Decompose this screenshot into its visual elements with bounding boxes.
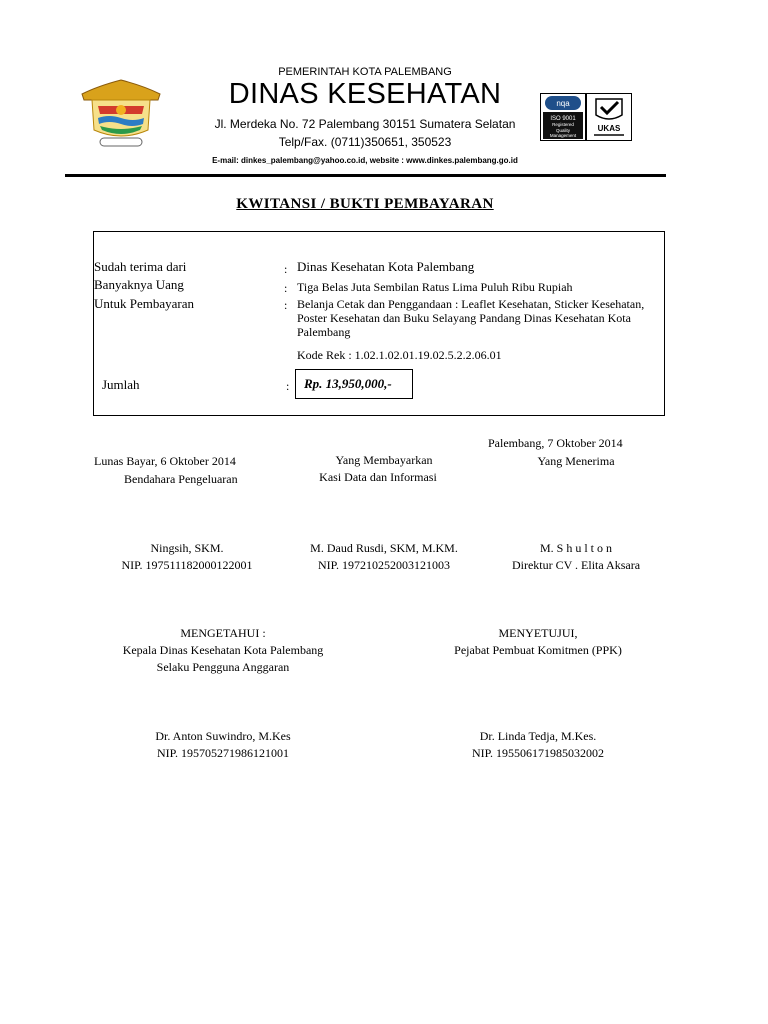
purpose-colon: :	[284, 298, 288, 312]
head-nip: NIP. 195705271986121001	[156, 746, 289, 760]
cert-ukas-text: UKAS	[597, 124, 621, 133]
government-name: PEMERINTAH KOTA PALEMBANG	[278, 66, 452, 78]
from-label: Sudah terima dari	[94, 259, 187, 274]
cert-management-text: Management	[549, 133, 577, 138]
cert-nqa-text: nqa	[556, 99, 570, 108]
amount-words-value: Tiga Belas Juta Sembilan Ratus Lima Puluh Ribu Rupiah	[297, 280, 573, 294]
receiver-title: Yang Menerima	[537, 454, 615, 468]
payer-role: Kasi Data dan Informasi	[319, 470, 437, 484]
ppk-nip: NIP. 195506171985032002	[471, 746, 604, 760]
treasurer-name: Ningsih, SKM.	[150, 541, 224, 555]
cert-registered-text: Registered	[552, 122, 574, 127]
document-title: KWITANSI / BUKTI PEMBAYARAN	[236, 196, 494, 212]
approved-title: MENYETUJUI,	[498, 626, 578, 640]
paid-date: Lunas Bayar, 6 Oktober 2014	[94, 454, 236, 468]
payer-nip: NIP. 197210252003121003	[317, 558, 450, 572]
approved-role: Pejabat Pembuat Komitmen (PPK)	[454, 643, 622, 657]
total-label: Jumlah	[102, 377, 140, 392]
agency-contact: E-mail: dinkes_palembang@yahoo.co.id, website : www.dinkes.palembang.go.id	[212, 156, 518, 165]
from-colon: :	[284, 262, 288, 276]
head-name: Dr. Anton Suwindro, M.Kes	[155, 729, 291, 743]
acknowledged-title: MENGETAHUI :	[180, 626, 266, 640]
receiver-role: Direktur CV . Elita Aksara	[511, 558, 641, 572]
cert-quality-text: Quality	[555, 128, 571, 133]
amount-words-label: Banyaknya Uang	[94, 277, 184, 292]
agency-address: Jl. Merdeka No. 72 Palembang 30151 Sumatera Selatan	[214, 117, 516, 131]
amount-words-colon: :	[284, 281, 288, 295]
payer-name: M. Daud Rusdi, SKM, M.KM.	[310, 541, 458, 555]
acknowledged-role2: Selaku Pengguna Anggaran	[156, 660, 290, 674]
place-date: Palembang, 7 Oktober 2014	[488, 436, 623, 450]
total-amount: Rp. 13,950,000,-	[295, 369, 413, 399]
cert-iso-text: ISO 9001	[550, 116, 576, 122]
acknowledged-role: Kepala Dinas Kesehatan Kota Palembang	[122, 643, 324, 657]
total-colon: :	[286, 379, 290, 393]
purpose-label: Untuk Pembayaran	[94, 296, 195, 311]
payer-title: Yang Membayarkan	[335, 453, 433, 467]
treasurer-role: Bendahara Pengeluaran	[124, 472, 238, 486]
purpose-value: Belanja Cetak dan Penggandaan : Leaflet Kesehatan, Sticker Kesehatan, Poster Kesehatan dan Buku Selayang Pandang Dinas Kesehatan Kota Palembang	[297, 297, 645, 339]
from-value: Dinas Kesehatan Kota Palembang	[297, 259, 475, 274]
agency-phone: Telp/Fax. (0711)350651, 350523	[278, 135, 452, 149]
header-divider	[65, 174, 666, 177]
agency-title: DINAS KESEHATAN	[228, 78, 502, 110]
ppk-name: Dr. Linda Tedja, M.Kes.	[479, 729, 597, 743]
account-code: Kode Rek : 1.02.1.02.01.19.02.5.2.2.06.01	[297, 348, 502, 362]
treasurer-nip: NIP. 197511182000122001	[121, 558, 253, 572]
receiver-name: M. S h u l t o n	[539, 541, 612, 555]
